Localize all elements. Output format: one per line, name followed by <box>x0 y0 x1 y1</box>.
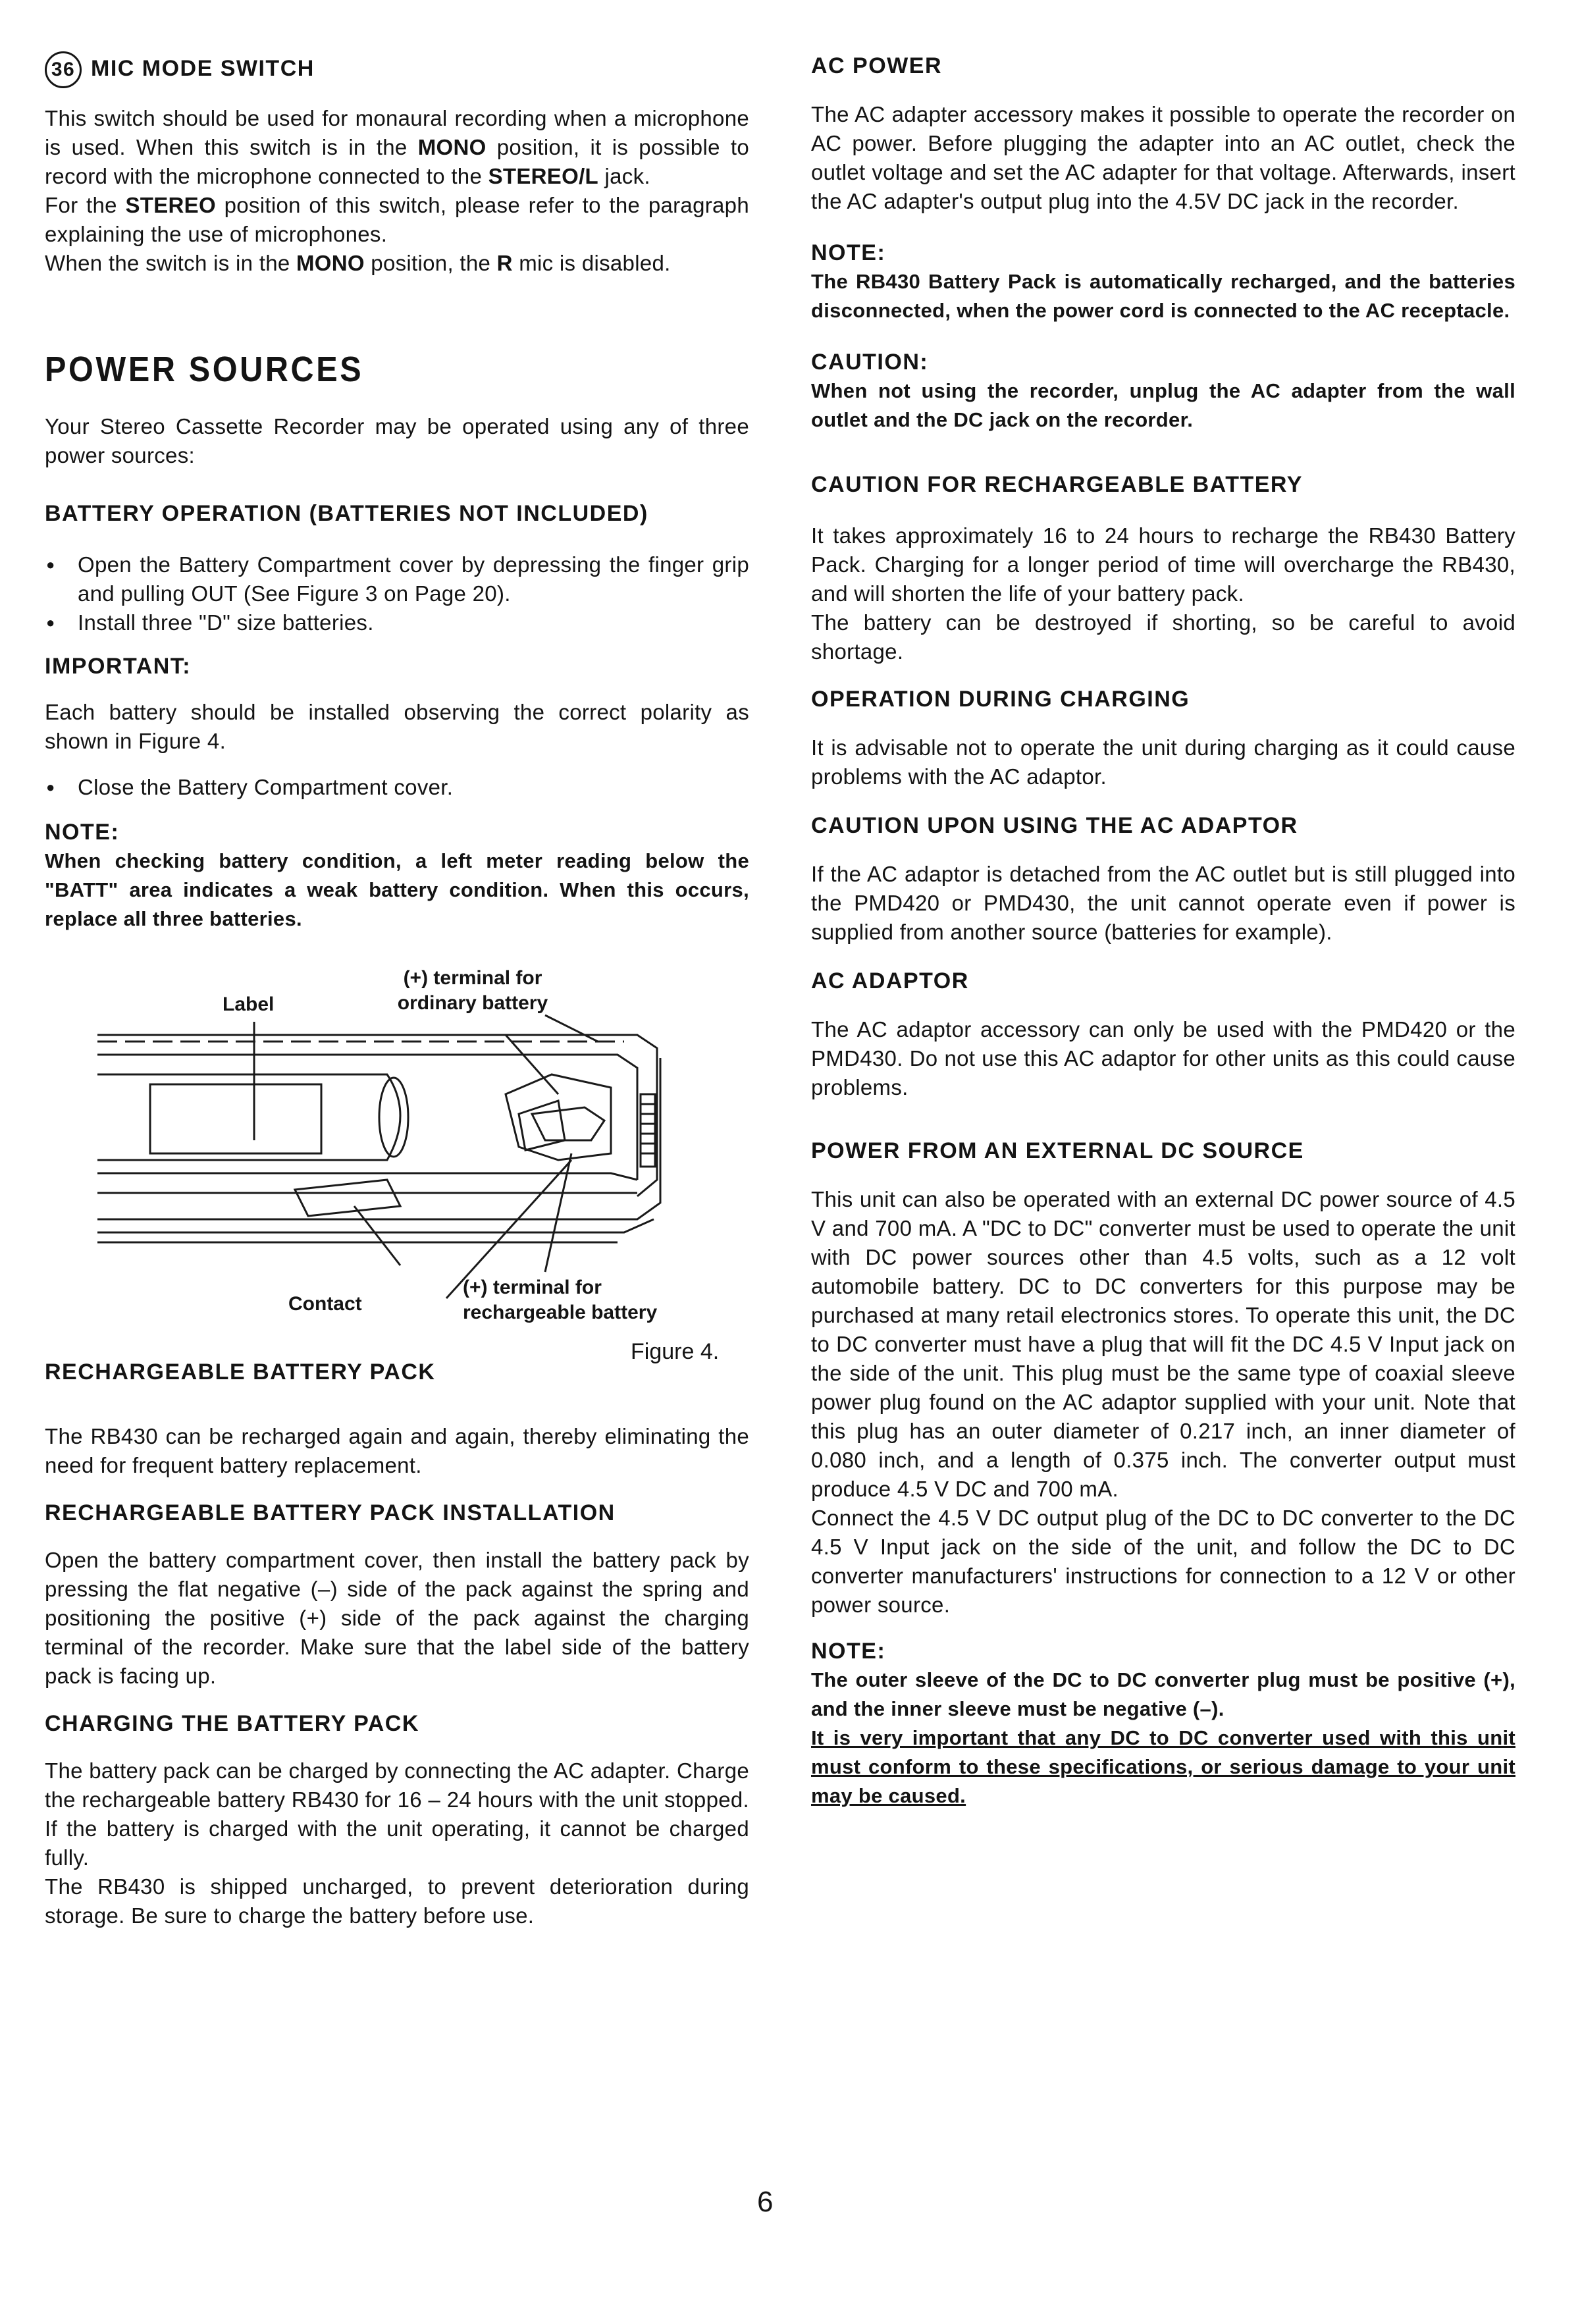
ac-power-heading: AC POWER <box>811 53 942 78</box>
caution-rechargeable-p1: It takes approximately 16 to 24 hours to recharge the RB430 Battery Pack. Charging for a longer period of time will overcharge the RB430, and will shorten the life of your battery pack. <box>811 523 1515 606</box>
external-dc-paragraph-1: This unit can also be operated with an external DC power source of 4.5 V and 700 mA. A "DC to DC" converter must be used to operate the unit with DC power sources other than 4.5 volts, such as a 12 volt automobile battery. DC to DC converters for this purpose may be purchased at many retail electronics stores. To operate this unit, the DC to DC converter must have a plug that will fit the DC 4.5 V Input jack on the side of the unit. This plug must be the same type of coaxial sleeve power plug found on the AC adaptor supplied with your unit. Note that this plug has an outer diameter of 0.217 inch, an inner diameter of 0.080 inch, and a length of 0.375 inch. The converter output must produce 4.5 V DC and 700 mA. <box>811 1187 1515 1501</box>
caution-ac-text: If the AC adaptor is detached from the AC outlet but is still plugged into the PMD420 or PMD430, the unit cannot operate even if power is supplied from another source (batteries for example). <box>811 862 1515 944</box>
external-dc-heading: POWER FROM AN EXTERNAL DC SOURCE <box>811 1138 1304 1163</box>
ac-adaptor-heading: AC ADAPTOR <box>811 968 969 993</box>
installation-text: Open the battery compartment cover, then install the battery pack by pressing the flat negative (–) side of the pack against the spring and positioning the positive (+) side of the pack against the charging terminal of the recorder. Make sure that the label side of the battery pack is facing up. <box>45 1548 749 1688</box>
figure-4-battery-diagram <box>45 943 749 1404</box>
installation-heading: RECHARGEABLE BATTERY PACK INSTALLATION <box>45 1500 616 1525</box>
battery-operation-heading: BATTERY OPERATION (BATTERIES NOT INCLUDED) <box>45 501 648 526</box>
left-column <box>45 55 749 1930</box>
figure-plus-rechargeable-callout: (+) terminal for rechargeable battery <box>463 1277 658 1323</box>
battery-note-text: When checking battery condition, a left meter reading below the "BATT" area indicates a weak battery condition. When this occurs, replace all three batteries. <box>45 849 749 930</box>
page-number: 6 <box>757 2186 774 2218</box>
mic-mode-paragraph-1: This switch should be used for monaural recording when a microphone is used. When this switch is in the MONO position, it is possible to record with the microphone connected to the STEREO/L jack. <box>45 106 749 188</box>
caution-ac-heading: CAUTION UPON USING THE AC ADAPTOR <box>811 813 1298 838</box>
external-dc-paragraph-2: Connect the 4.5 V DC output plug of the DC to DC converter to the DC 4.5 V Input jack on the side of the unit, and follow the DC to DC converter manufacturers' instructions for connection to a 12 V or other power source. <box>811 1506 1515 1617</box>
power-sources-title: POWER SOURCES <box>45 350 364 389</box>
bullet-install-batteries: ● Install three "D" size batteries. <box>45 608 749 637</box>
rechargeable-pack-text: The RB430 can be recharged again and again, thereby eliminating the need for frequent battery replacement. <box>45 1424 749 1477</box>
charging-paragraph-1: The battery pack can be charged by connecting the AC adapter. Charge the rechargeable battery RB430 for 16 – 24 hours with the unit stopped. If the battery is charged with the unit operating, it cannot be charged fully. <box>45 1758 749 1870</box>
ac-note-text: The RB430 Battery Pack is automatically recharged, and the batteries disconnected, when the power cord is connected to the AC receptacle. <box>811 270 1515 322</box>
important-text: Each battery should be installed observing the correct polarity as shown in Figure 4. <box>45 700 749 753</box>
ac-power-text: The AC adapter accessory makes it possible to operate the recorder on AC power. Before plugging the adapter into an AC outlet, check the outlet voltage and set the AC adapter for that voltage. Afterwards, insert the AC adapter's output plug into the 4.5V DC jack in the recorder. <box>811 102 1515 213</box>
mic-mode-heading-text: MIC MODE SWITCH <box>91 55 315 81</box>
mic-mode-paragraph-2: For the STEREO position of this switch, please refer to the paragraph explaining the use of microphones. <box>45 193 749 246</box>
important-heading: IMPORTANT: <box>45 654 192 679</box>
external-dc-note-text: The outer sleeve of the DC to DC converter plug must be positive (+), and the inner sleeve must be negative (–). <box>811 1668 1515 1720</box>
bullet-open-cover: ● Open the Battery Compartment cover by depressing the finger grip and pulling OUT (See Figure 3 on Page 20). <box>45 550 749 608</box>
figure-label-callout: Label <box>223 993 275 1015</box>
rechargeable-pack-heading: RECHARGEABLE BATTERY PACK <box>45 1360 436 1385</box>
bullet-close-cover: ● Close the Battery Compartment cover. <box>45 773 749 802</box>
figure-caption: Figure 4. <box>631 1339 720 1364</box>
charging-paragraph-2: The RB430 is shipped uncharged, to prevent deterioration during storage. Be sure to charge the battery before use. <box>45 1874 749 1928</box>
battery-operation-section <box>45 499 749 934</box>
mic-mode-section <box>45 51 749 278</box>
external-dc-note-heading: NOTE: <box>811 1639 886 1664</box>
caution-rechargeable-heading: CAUTION FOR RECHARGEABLE BATTERY <box>811 472 1303 497</box>
caution-heading: CAUTION: <box>811 350 929 375</box>
external-dc-warning: It is very important that any DC to DC converter used with this unit must conform to these specifications, or serious damage to your unit may be caused. <box>811 1726 1515 1807</box>
figure-contact-callout: Contact <box>288 1293 362 1315</box>
item-number-badge: 36 <box>45 51 82 88</box>
right-column <box>811 53 1515 1810</box>
ac-adaptor-text: The AC adaptor accessory can only be used with the PMD420 or the PMD430. Do not use this AC adaptor for other units as this could cause problems. <box>811 1017 1515 1099</box>
power-sources-intro: Your Stereo Cassette Recorder may be operated using any of three power sources: <box>45 414 749 467</box>
mic-mode-heading <box>45 51 749 88</box>
operation-charging-text: It is advisable not to operate the unit during charging as it could cause problems with the AC adaptor. <box>811 735 1515 789</box>
caution-rechargeable-p2: The battery can be destroyed if shorting, so be careful to avoid shortage. <box>811 610 1515 664</box>
charging-heading: CHARGING THE BATTERY PACK <box>45 1711 419 1736</box>
mic-mode-paragraph-3: When the switch is in the MONO position, the R mic is disabled. <box>45 251 671 275</box>
power-sources-section <box>45 349 749 470</box>
battery-note-heading: NOTE: <box>45 820 120 845</box>
ac-note-heading: NOTE: <box>811 240 886 265</box>
operation-charging-heading: OPERATION DURING CHARGING <box>811 687 1190 712</box>
figure-plus-ordinary-callout: (+) terminal for ordinary battery <box>397 967 548 1014</box>
caution-text: When not using the recorder, unplug the AC adapter from the wall outlet and the DC jack on the recorder. <box>811 379 1515 431</box>
